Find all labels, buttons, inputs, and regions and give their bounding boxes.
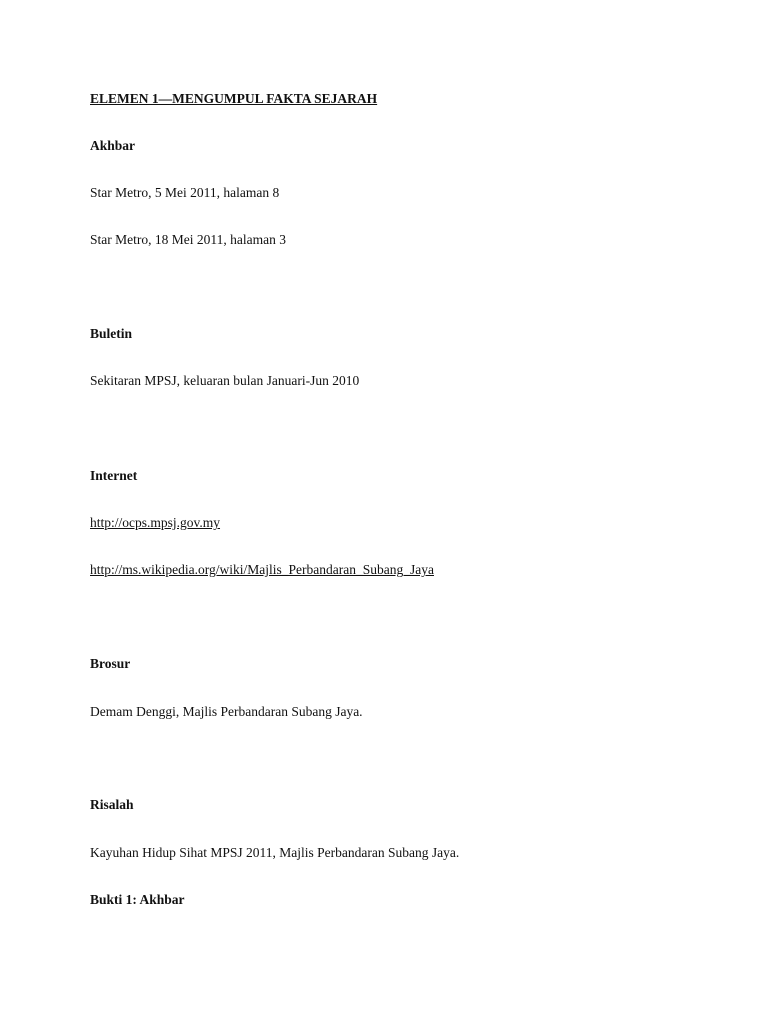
bukti-heading: Bukti 1: Akhbar: [90, 892, 185, 907]
section-heading-buletin: Buletin: [90, 326, 133, 341]
internet-link-ocps[interactable]: http://ocps.mpsj.gov.my: [90, 515, 221, 530]
buletin-item: Sekitaran MPSJ, keluaran bulan Januari-Jun 2010: [90, 373, 360, 388]
internet-link-wikipedia[interactable]: http://ms.wikipedia.org/wiki/Majlis_Perbandaran_Subang_Jaya: [90, 562, 434, 577]
brosur-item: Demam Denggi, Majlis Perbandaran Subang Jaya.: [90, 704, 363, 719]
akhbar-item: Star Metro, 5 Mei 2011, halaman 8: [90, 185, 280, 200]
section-heading-risalah: Risalah: [90, 797, 134, 812]
akhbar-item: Star Metro, 18 Mei 2011, halaman 3: [90, 232, 286, 247]
section-heading-internet: Internet: [90, 468, 138, 483]
risalah-item: Kayuhan Hidup Sihat MPSJ 2011, Majlis Perbandaran Subang Jaya.: [90, 845, 460, 860]
section-heading-akhbar: Akhbar: [90, 138, 136, 153]
page-title: ELEMEN 1—MENGUMPUL FAKTA SEJARAH: [90, 91, 378, 106]
section-heading-brosur: Brosur: [90, 656, 131, 671]
